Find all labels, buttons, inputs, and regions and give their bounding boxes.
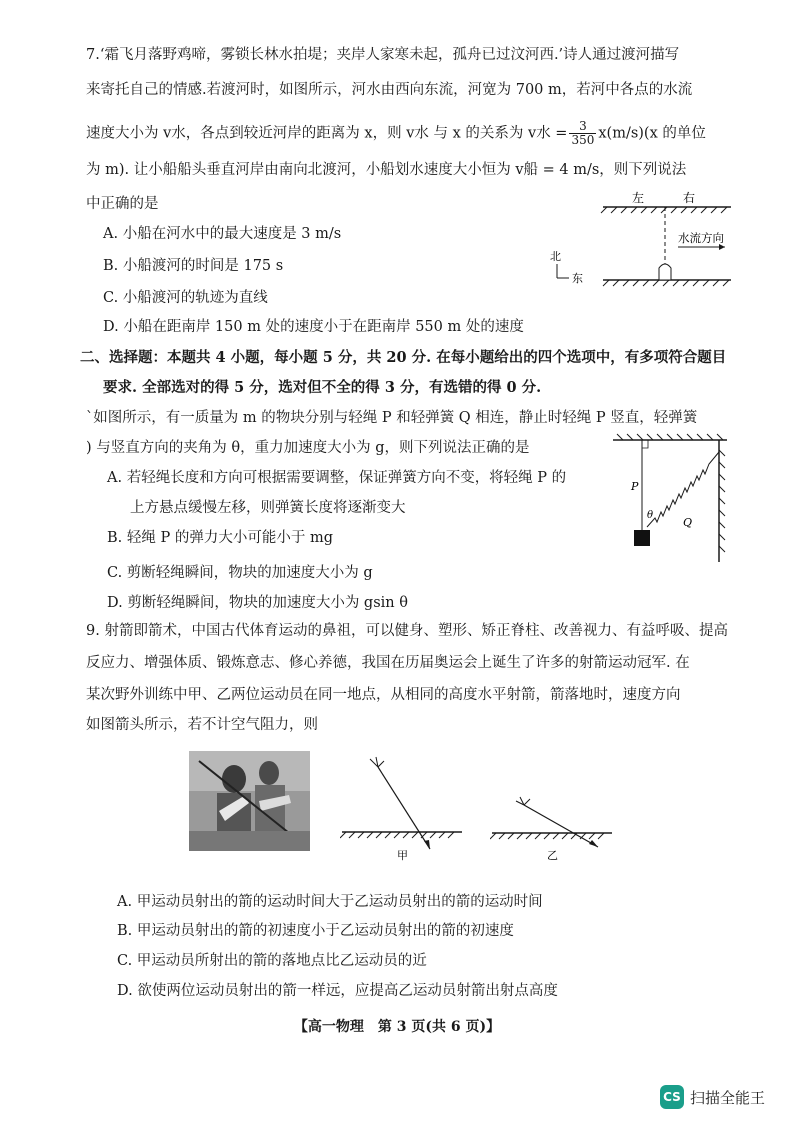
q7-line-2: 来寄托自己的情感.若渡河时，如图所示，河水由西向东流，河宽为 700 m，若河中各点的水流 <box>86 82 693 98</box>
label-north: 北 <box>550 250 561 263</box>
fletching-yi-icon <box>516 797 530 805</box>
q7-option-b: B. 小船渡河的时间是 175 s <box>103 258 284 274</box>
q7-line-3 <box>86 120 706 147</box>
section2-line-2: 要求. 全部选对的得 5 分，选对但不全的得 3 分，有选错的得 0 分. <box>103 379 542 396</box>
q8-line-1: `如图所示，有一质量为 m 的物块分别与轻绳 P 和轻弹簧 Q 相连，静止时轻绳 P 竖直，轻弹簧 <box>86 410 698 426</box>
q9-option-c: C. 甲运动员所射出的箭的落地点比乙运动员的近 <box>117 953 427 969</box>
q8-option-c: C. 剪断轻绳瞬间，物块的加速度大小为 g <box>107 565 373 581</box>
q7-option-c: C. 小船渡河的轨迹为直线 <box>103 290 268 306</box>
q7-line-3-a: 速度大小为 v水，各点到较近河岸的距离为 x，则 v水 与 x 的关系为 v水 = <box>86 125 568 142</box>
q8-line-2: ) 与竖直方向的夹角为 θ，重力加速度大小为 g，则下列说法正确的是 <box>86 440 530 456</box>
right-angle-mark <box>642 440 648 448</box>
page-footer: 【高一物理 第 3 页(共 6 页)】 <box>293 1019 501 1035</box>
q8-option-d: D. 剪断轻绳瞬间，物块的加速度大小为 gsin θ <box>107 595 408 611</box>
arrowhead-jia-icon <box>424 840 430 849</box>
q9-option-d: D. 欲使两位运动员射出的箭一样远，应提高乙运动员射箭出射点高度 <box>117 983 558 999</box>
arrow-diagram-yi <box>490 795 615 865</box>
q8-option-b: B. 轻绳 P 的弹力大小可能小于 mg <box>107 530 333 546</box>
q7-line-1: 7.‘霜飞月落野鸡啼，雾锁长林水拍堤；夹岸人家寒未起，孤舟已过汶河西.’诗人通过渡河描写 <box>86 47 680 63</box>
watermark-text: 扫描全能王 <box>690 1088 766 1107</box>
q8-option-a: A. 若轻绳长度和方向可根据需要调整，保证弹簧方向不变，将轻绳 P 的 <box>107 470 567 486</box>
label-jia: 甲 <box>397 849 408 862</box>
arrowhead-yi-icon <box>589 840 598 847</box>
q7-line-4: 为 m). 让小船船头垂直河岸由南向北渡河，小船划水速度大小恒为 v船 = 4 m/s，则下列说法 <box>86 162 687 178</box>
fletching-jia-icon <box>370 757 384 767</box>
label-right: 右 <box>683 191 696 205</box>
archer-photo <box>189 751 310 851</box>
label-theta: θ <box>647 510 654 521</box>
rope-spring-diagram <box>605 430 740 565</box>
block <box>634 530 650 546</box>
q8-option-a-cont: 上方悬点缓慢左移，则弹簧长度将逐渐变大 <box>130 500 406 516</box>
arrow-yi <box>524 805 598 847</box>
boat-icon <box>659 264 671 280</box>
q9-line-1: 9. 射箭即箭术，中国古代体育运动的鼻祖，可以健身、塑形、矫正脊柱、改善视力、有益呼吸、提高 <box>86 623 728 639</box>
label-yi: 乙 <box>547 849 558 862</box>
arrow-diagram-jia <box>340 755 465 865</box>
label-flow-direction: 水流方向 <box>678 231 724 245</box>
q9-option-a: A. 甲运动员射出的箭的运动时间大于乙运动员射出的箭的运动时间 <box>117 894 543 910</box>
fraction-numerator: 3 <box>569 120 596 134</box>
q7-line-5: 中正确的是 <box>86 196 159 212</box>
label-east: 东 <box>572 272 583 285</box>
q7-option-a: A. 小船在河水中的最大速度是 3 m/s <box>103 226 342 242</box>
q9-line-4: 如图箭头所示，若不计空气阻力，则 <box>86 717 318 733</box>
camscanner-logo-icon: CS <box>660 1085 684 1109</box>
river-diagram <box>545 190 740 290</box>
q9-line-2: 反应力、增强体质、锻炼意志、修心养德，我国在历届奥运会上诞生了许多的射箭运动冠军. 在 <box>86 655 690 671</box>
q9-line-3: 某次野外训练中甲、乙两位运动员在同一地点，从相同的高度水平射箭，箭落地时，速度方向 <box>86 687 681 703</box>
fraction-denominator: 350 <box>571 133 595 147</box>
scanner-watermark <box>660 1085 765 1109</box>
label-left: 左 <box>632 191 645 205</box>
q9-option-b: B. 甲运动员射出的箭的初速度小于乙运动员射出的箭的初速度 <box>117 923 514 939</box>
label-q: Q <box>683 516 693 529</box>
q7-line-3-b: x(m/s)(x 的单位 <box>598 125 706 142</box>
fraction <box>569 120 596 147</box>
section2-line-1: 二、选择题：本题共 4 小题，每小题 5 分，共 20 分. 在每小题给出的四个选项中，有多项符合题目 <box>80 349 727 366</box>
q7-option-d: D. 小船在距南岸 150 m 处的速度小于在距南岸 550 m 处的速度 <box>103 319 524 335</box>
label-p: P <box>631 480 639 493</box>
